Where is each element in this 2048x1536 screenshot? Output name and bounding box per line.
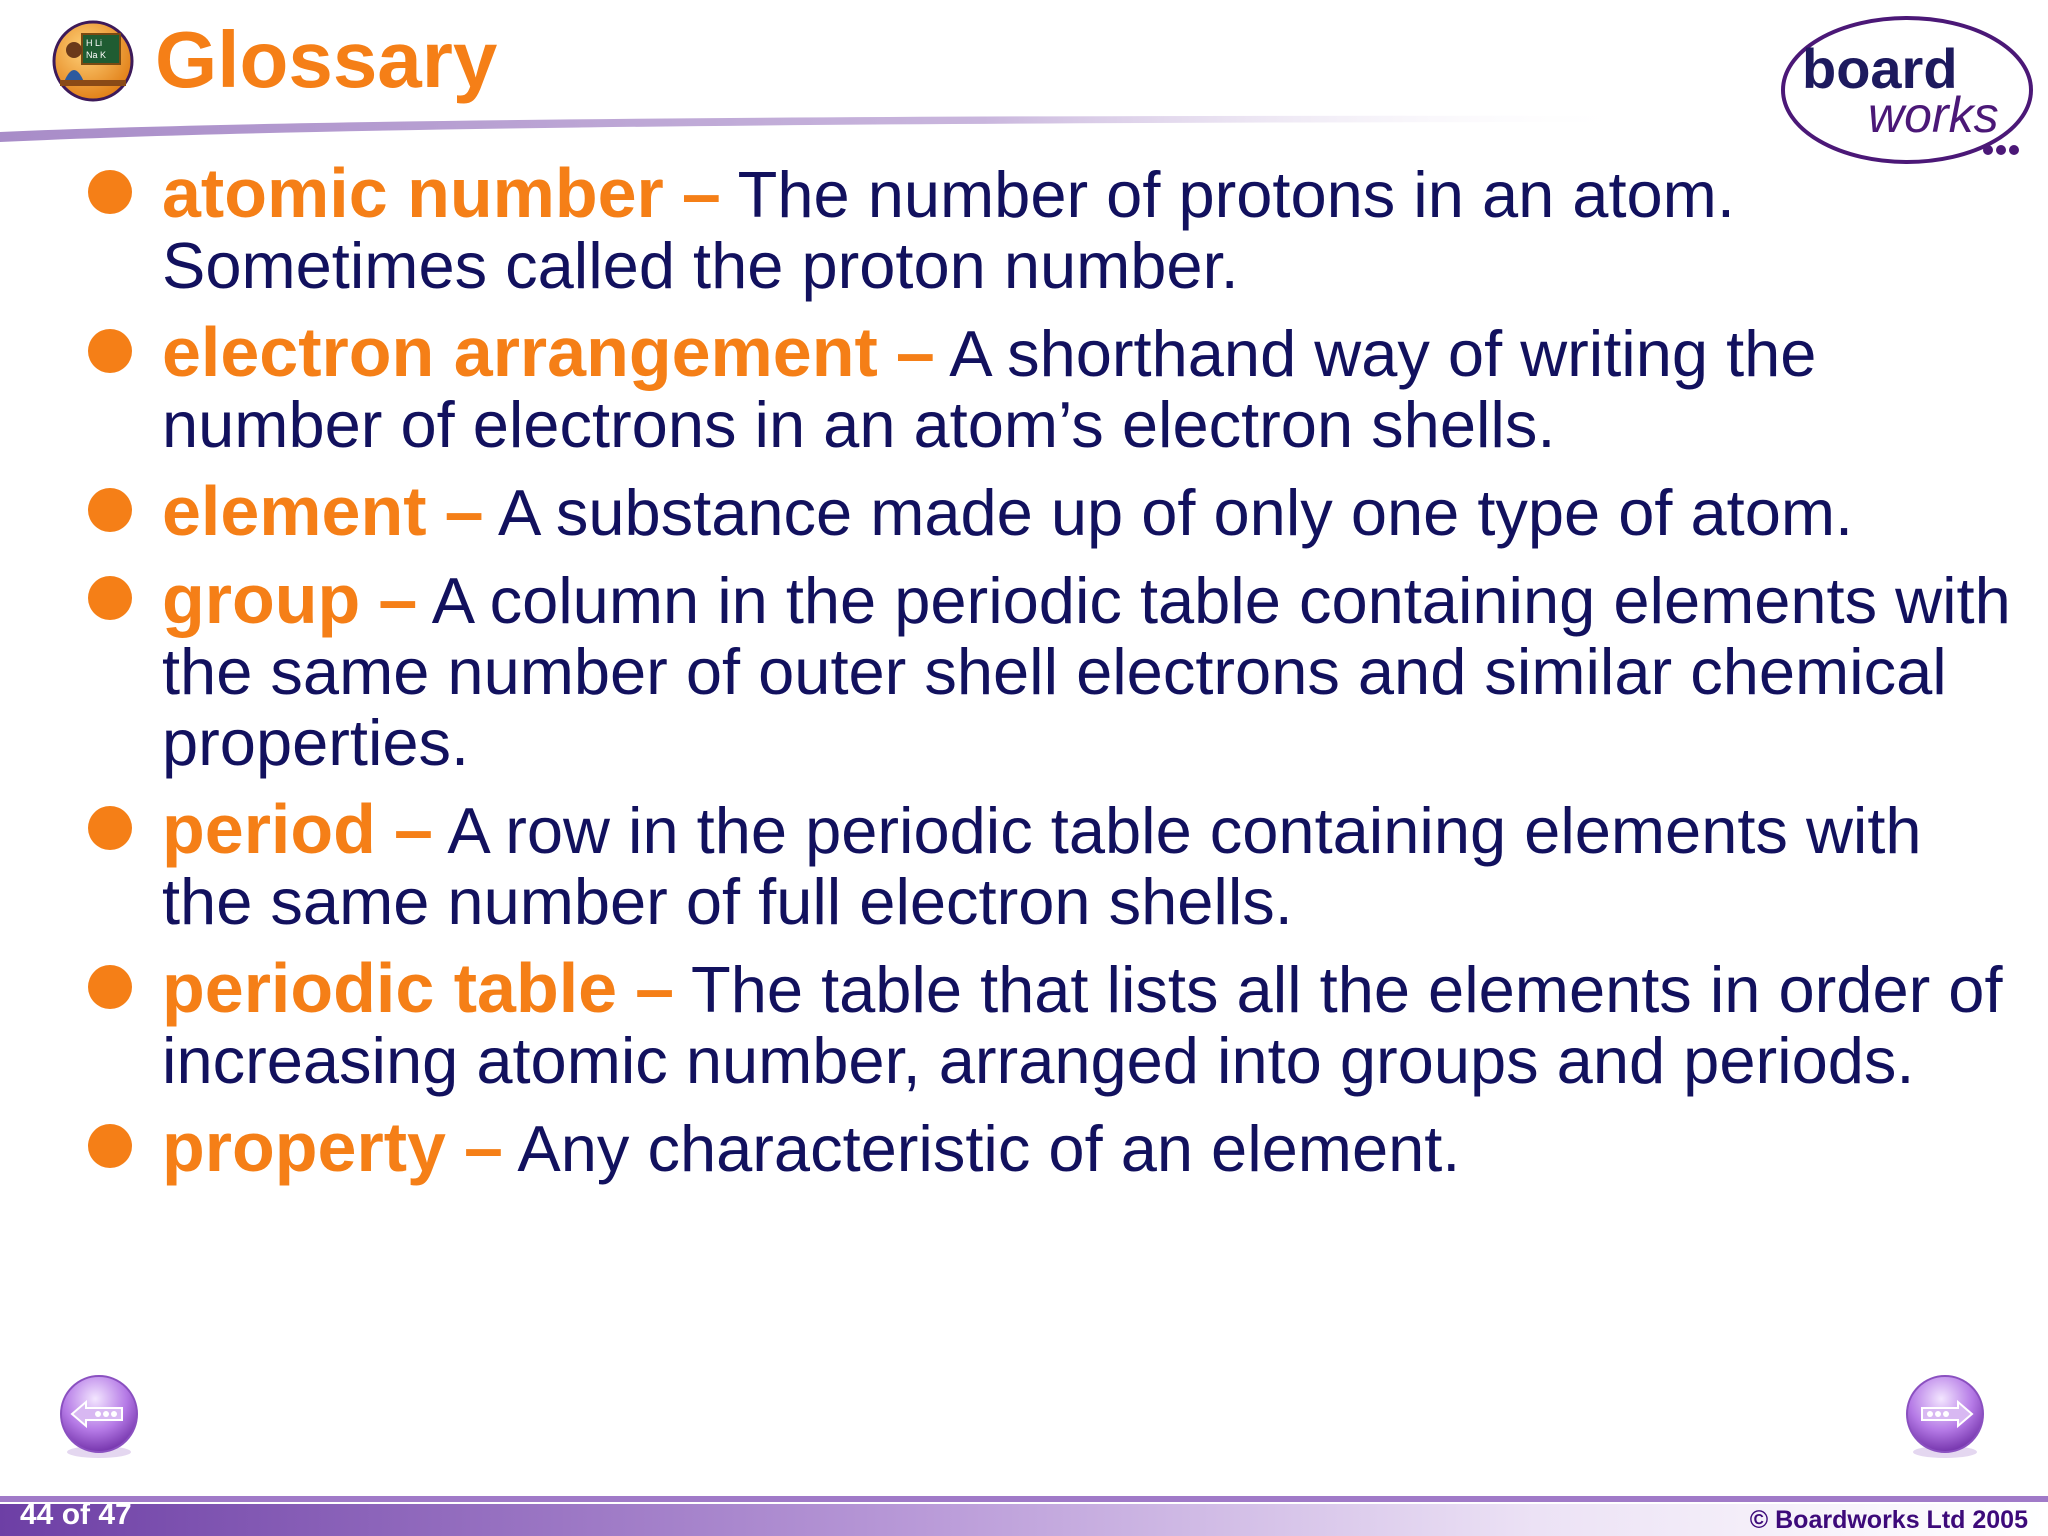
- glossary-definition: A shorthand way of writing the number of electrons in an atom’s electron shells.: [162, 317, 1817, 461]
- logo-text-bottom: works: [1868, 87, 1999, 143]
- next-slide-button[interactable]: [1900, 1372, 1990, 1462]
- glossary-term: property: [162, 1108, 446, 1186]
- teacher-blackboard-icon: [52, 20, 134, 102]
- previous-slide-button[interactable]: [54, 1372, 144, 1462]
- arrow-right-icon: [1900, 1372, 1990, 1462]
- glossary-definition: The table that lists all the elements in order of increasing atomic number, arranged into groups and periods.: [162, 953, 2003, 1097]
- bullet-icon: [88, 1124, 132, 1168]
- slide-counter: 44 of 47: [20, 1498, 132, 1531]
- bullet-icon: [88, 329, 132, 373]
- bullet-icon: [88, 170, 132, 214]
- glossary-definition: Any characteristic of an element.: [517, 1112, 1461, 1185]
- bullet-icon: [88, 965, 132, 1009]
- term-separator: –: [895, 313, 935, 391]
- term-separator: –: [378, 560, 418, 638]
- glossary-term: period: [162, 790, 376, 868]
- term-separator: –: [635, 949, 675, 1027]
- footer: [0, 1496, 2048, 1536]
- term-separator: –: [393, 790, 433, 868]
- glossary-entry-property: [0, 1108, 2048, 1186]
- glossary-definition: A row in the periodic table containing elements with the same number of full electron shells.: [162, 794, 1922, 938]
- bullet-icon: [88, 488, 132, 532]
- glossary-entry-atomic-number: [0, 154, 2048, 302]
- term-separator: –: [444, 472, 484, 550]
- bullet-icon: [88, 806, 132, 850]
- svg-text:H Li: H Li: [86, 38, 103, 48]
- term-separator: –: [464, 1108, 503, 1186]
- glossary-list: [0, 154, 2048, 1200]
- glossary-term: atomic number: [162, 154, 664, 232]
- bullet-icon: [88, 576, 132, 620]
- glossary-entry-group: [0, 560, 2048, 779]
- arrow-left-icon: [54, 1372, 144, 1462]
- glossary-definition: A substance made up of only one type of atom.: [498, 476, 1854, 549]
- glossary-term: element: [162, 472, 427, 550]
- footer-band: [0, 1496, 2048, 1536]
- glossary-entry-periodic-table: [0, 949, 2048, 1097]
- glossary-term: electron arrangement: [162, 313, 878, 391]
- glossary-definition: The number of protons in an atom. Sometimes called the proton number.: [162, 158, 1735, 302]
- glossary-entry-electron-arrangement: [0, 313, 2048, 461]
- logo-text-top: board: [1802, 37, 1958, 100]
- page-title: Glossary: [155, 15, 498, 104]
- glossary-term: group: [162, 560, 361, 638]
- copyright-notice: © Boardworks Ltd 2005: [1749, 1506, 2028, 1534]
- svg-text:Na K: Na K: [86, 50, 107, 60]
- glossary-entry-element: [0, 472, 2048, 550]
- glossary-definition: A column in the periodic table containing elements with the same number of outer shell electrons and similar chemical properties.: [162, 564, 2011, 779]
- boardworks-logo: [1776, 10, 2038, 172]
- term-separator: –: [681, 154, 721, 232]
- header-divider: [0, 112, 1640, 144]
- glossary-entry-period: [0, 790, 2048, 938]
- glossary-term: periodic table: [162, 949, 618, 1027]
